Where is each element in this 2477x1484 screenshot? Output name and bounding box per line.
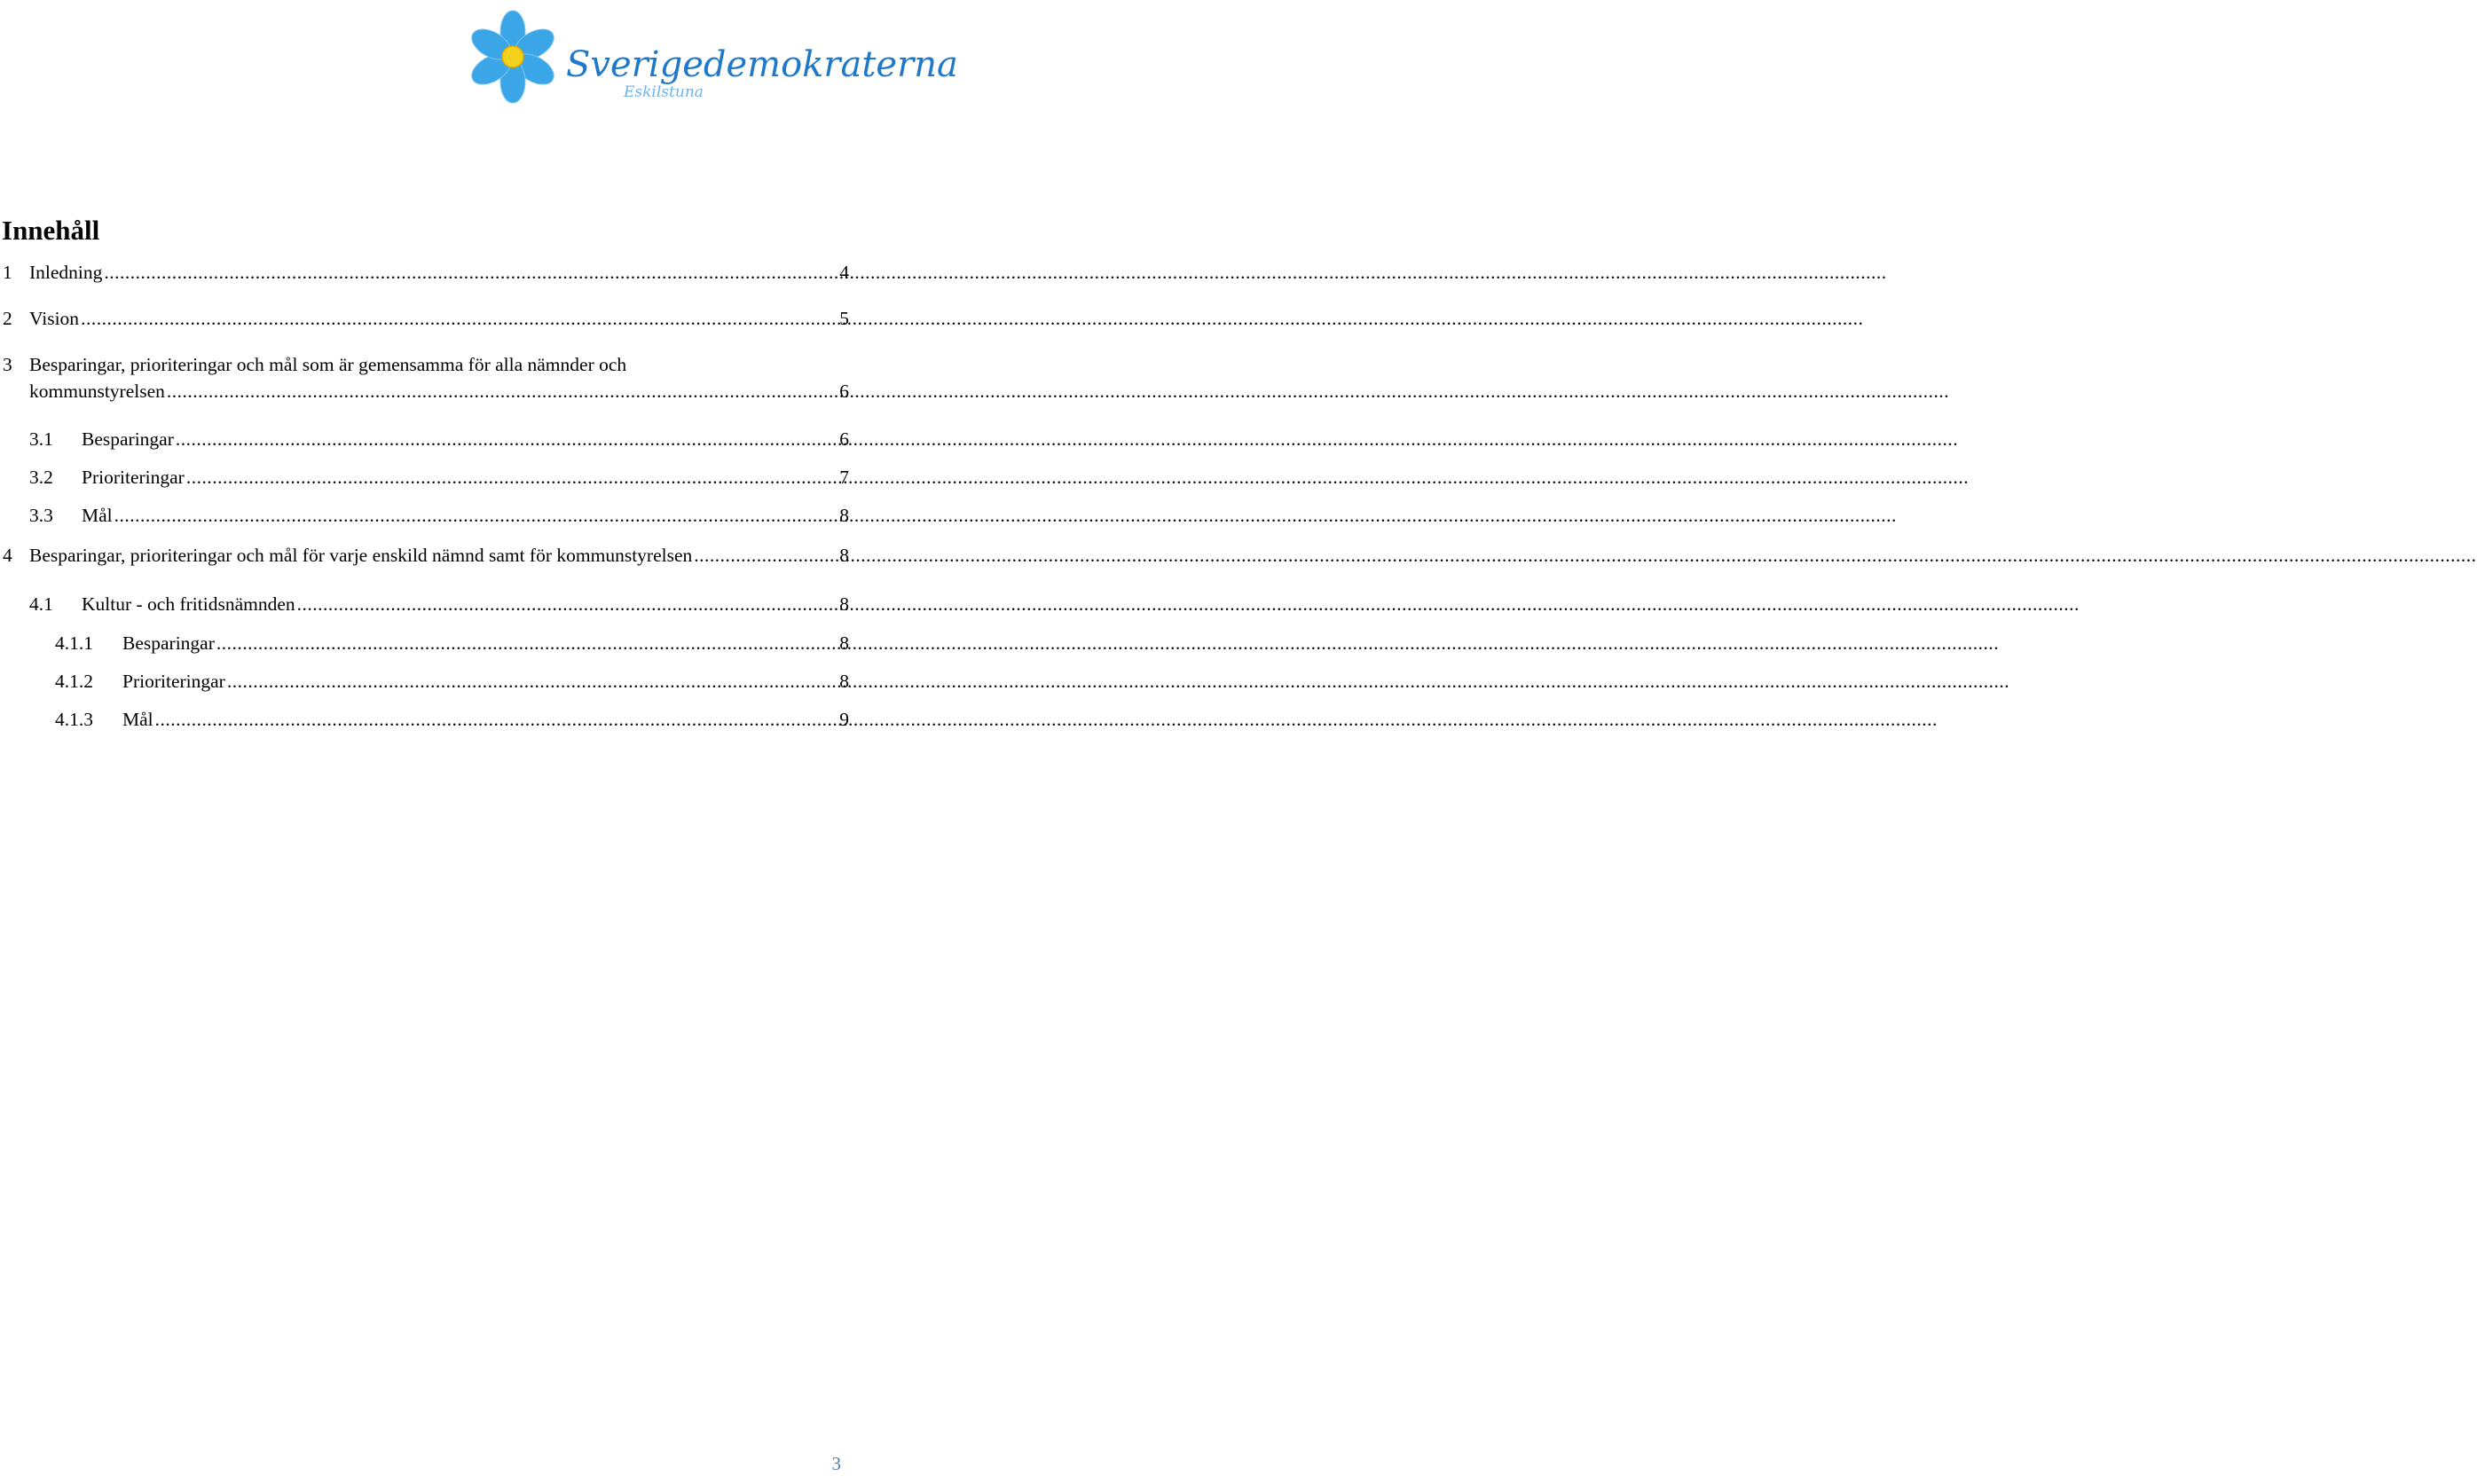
- toc-entry-page: 8: [839, 505, 849, 526]
- toc-entry-4-1-3[interactable]: [0, 711, 852, 742]
- toc-entry-text: Prioriteringar: [82, 467, 185, 488]
- toc-entry-number: 4.1.2: [55, 671, 93, 692]
- toc-entry-3-continuation[interactable]: [0, 382, 852, 414]
- toc-entry-page: 8: [839, 593, 849, 615]
- toc-entry-1[interactable]: [0, 263, 852, 295]
- toc-entry-3-3[interactable]: [0, 506, 852, 538]
- toc-entry-4-1-2[interactable]: [0, 672, 852, 704]
- toc-entry-page: 9: [839, 709, 849, 730]
- toc-leader: [216, 634, 1999, 654]
- toc-entry-text: kommunstyrelsen: [29, 381, 165, 402]
- page-number: 3: [831, 1453, 841, 1474]
- toc-entry-number: 3.1: [29, 428, 53, 450]
- flower-icon: [467, 11, 559, 103]
- toc-entry-4-1-1[interactable]: [0, 634, 852, 666]
- toc-entry-3-1[interactable]: [0, 430, 852, 462]
- toc-entry-page: 8: [839, 545, 849, 566]
- toc-entry-text: Besparingar, prioriteringar och mål för varje enskild nämnd samt för kommunstyrelsen: [29, 545, 693, 566]
- toc-leader: [81, 310, 1863, 329]
- logo-graphic: [468, 5, 958, 108]
- toc-entry-text: Mål: [82, 505, 113, 526]
- toc-entry-page: 6: [839, 381, 849, 402]
- toc-entry-page: 6: [839, 428, 849, 450]
- toc-entry-2[interactable]: [0, 310, 852, 342]
- toc-entry-4-1[interactable]: [0, 595, 852, 627]
- toc-leader: [694, 546, 2476, 566]
- toc-entry-number: 3: [3, 354, 12, 375]
- toc-leader: [186, 468, 1969, 488]
- toc-title: Innehåll: [2, 215, 100, 246]
- toc-entry-text: Besparingar: [82, 428, 174, 450]
- logo-subtext: Eskilstuna: [624, 83, 704, 101]
- toc-entry-text: Prioriteringar: [122, 671, 225, 692]
- toc-entry-number: 3.3: [29, 505, 53, 526]
- toc-entry-4[interactable]: [0, 546, 852, 578]
- toc-entry-page: 5: [839, 308, 849, 329]
- toc-entry-number: 4.1.1: [55, 632, 93, 654]
- toc-entry-3-2[interactable]: [0, 468, 852, 500]
- toc-entry-text: Besparingar: [122, 632, 215, 654]
- toc-entry-text: Kultur - och fritidsnämnden: [82, 593, 295, 615]
- toc-leader: [104, 263, 1886, 283]
- toc-entry-text: Mål: [122, 709, 153, 730]
- toc-entry-page: 4: [839, 262, 849, 283]
- toc-leader: [227, 672, 2009, 692]
- toc-entry-page: 8: [839, 671, 849, 692]
- toc-leader: [176, 430, 1958, 450]
- toc-entry-number: 4.1.3: [55, 709, 93, 730]
- toc-entry-text-line1: Besparingar, prioriteringar och mål som är gemensamma för alla nämnder och: [29, 354, 627, 375]
- toc-leader: [155, 711, 1938, 730]
- toc-leader: [297, 595, 2080, 615]
- sverigedemokraterna-logo: [468, 5, 958, 108]
- toc-entry-number: 4: [3, 545, 12, 566]
- toc-entry-number: 4.1: [29, 593, 53, 615]
- toc-entry-text: Inledning: [29, 262, 103, 283]
- toc-entry-number: 3.2: [29, 467, 53, 488]
- toc-entry-number: 2: [3, 308, 12, 329]
- toc-entry-page: 7: [839, 467, 849, 488]
- toc-entry-page: 8: [839, 632, 849, 654]
- toc-leader: [167, 382, 1949, 402]
- logo-wordmark: Sverigedemokraterna: [566, 44, 958, 85]
- toc-leader: [114, 506, 1897, 526]
- toc-entry-number: 1: [3, 262, 12, 283]
- toc-entry-text: Vision: [29, 308, 80, 329]
